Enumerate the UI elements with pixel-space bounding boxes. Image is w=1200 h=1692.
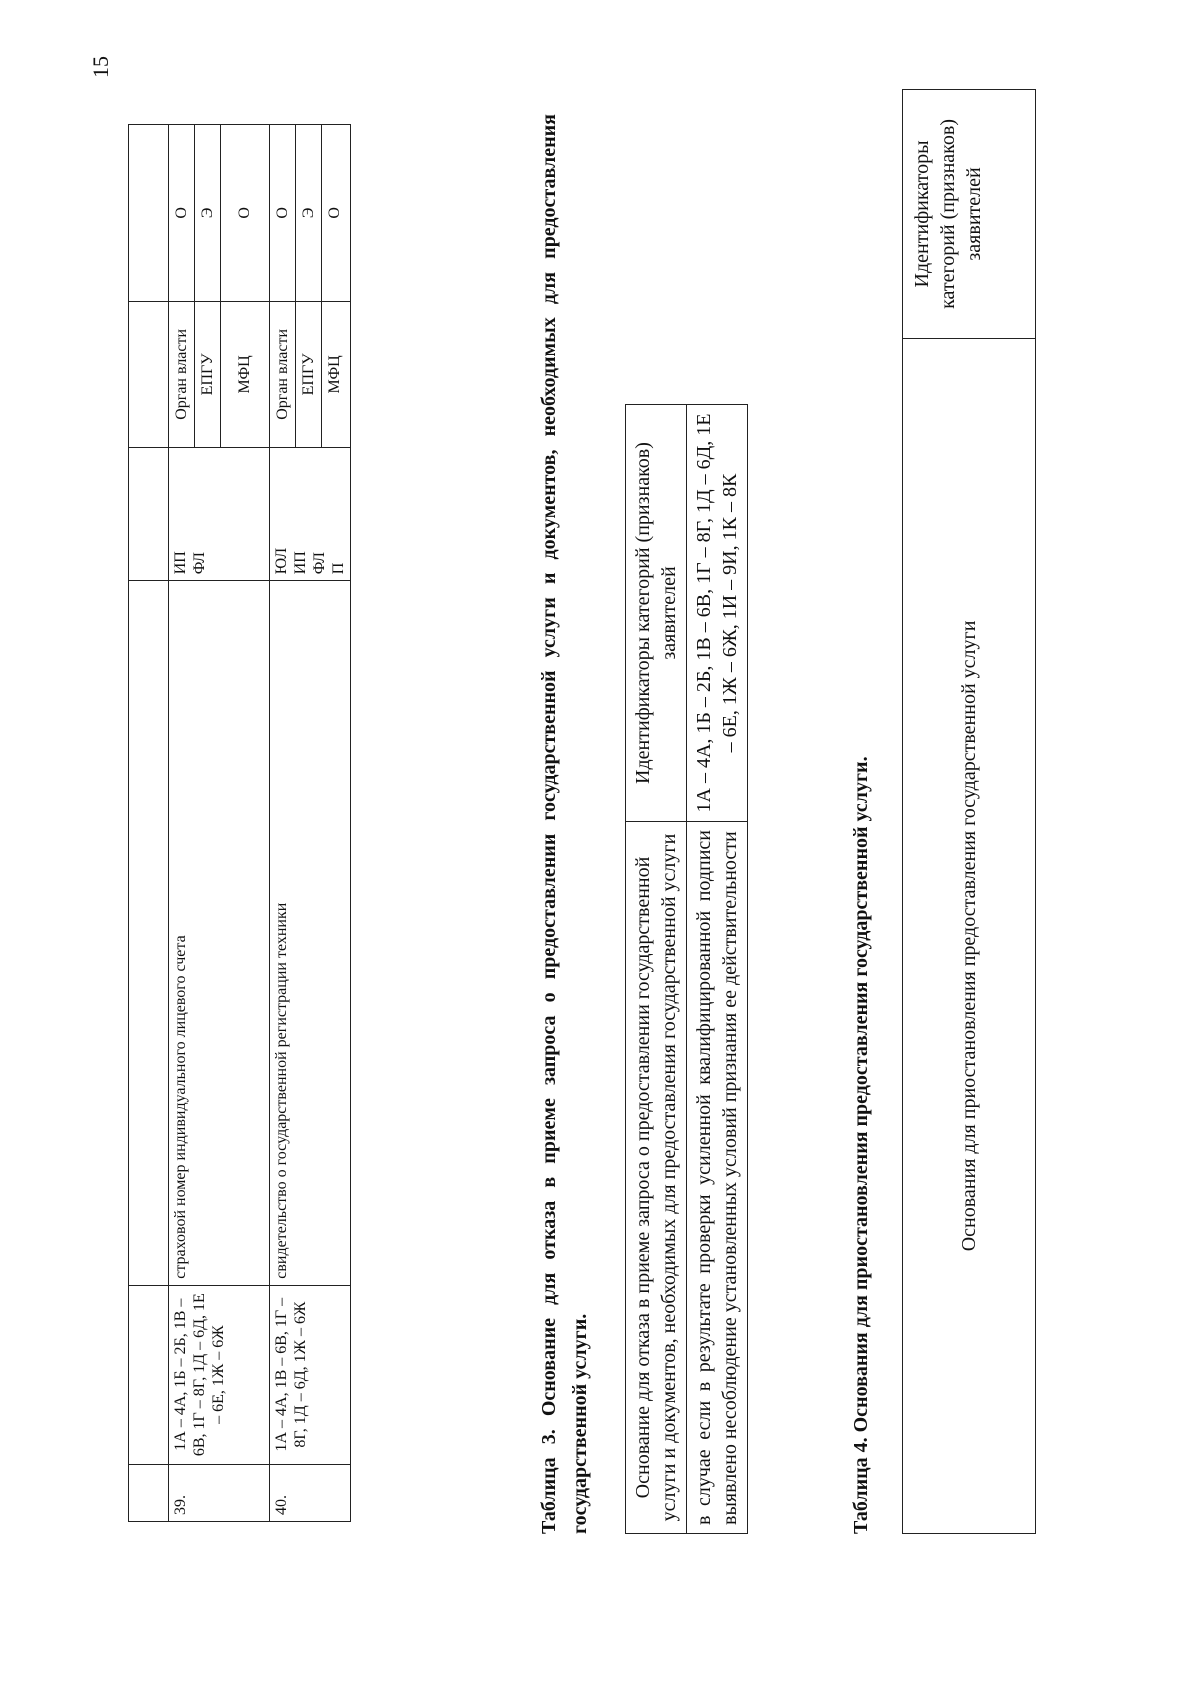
header-basis: Основания для приостановления предоставления государственной услуги	[903, 338, 1036, 1533]
applicant-types: ИП ФЛ	[169, 448, 270, 581]
requirement-code: О	[325, 207, 343, 219]
channel-name: МФЦ	[236, 355, 254, 394]
row-number: 39.	[169, 1464, 270, 1521]
table-row	[169, 125, 270, 1522]
table-header-row	[626, 405, 687, 1534]
document-name: страховой номер индивидуального лицевого счета	[169, 581, 270, 1285]
channel-name: МФЦ	[325, 355, 343, 394]
requirement-list	[270, 125, 348, 301]
channel-list	[169, 302, 269, 447]
table-2-fragment	[128, 124, 351, 1522]
category-ids: 1А – 4А, 1В – 6В, 1Г – 8Г, 1Д – 6Д, 1Ж – 6Ж	[269, 1285, 351, 1464]
requirement-code: О	[270, 125, 296, 301]
channel-name: ЕПГУ	[195, 302, 221, 447]
requirement-code: О	[169, 125, 195, 301]
header-basis: Основание для отказа в приеме запроса о предоставлении государственной услуги и документов, необходимых для предоставления государственной услуги	[626, 822, 687, 1534]
channel-name: Орган власти	[169, 302, 195, 447]
category-ids: 1А – 4А, 1Б – 2Б, 1В – 6В, 1Г – 8Г, 1Д – 6Д, 1Е – 6Е, 1Ж – 6Ж, 1И – 9И, 1К – 8К	[687, 405, 748, 822]
table-4-title: Таблица 4. Основания для приостановления предоставления государственной услуги.	[850, 756, 872, 1534]
applicant-types: ЮЛ ИП ФЛ П	[269, 448, 351, 581]
requirement-list	[169, 125, 269, 301]
refusal-basis: в случае если в результате проверки усиленной квалифицированной подписи выявлено несоблюдение установленных условий признания ее действительности	[687, 822, 748, 1534]
table-row	[269, 125, 351, 1522]
requirement-code: Э	[195, 125, 221, 301]
channel-name: Орган власти	[270, 302, 296, 447]
category-ids: 1А – 4А, 1Б – 2Б, 1В – 6В, 1Г – 8Г, 1Д – 6Д, 1Е – 6Е, 1Ж – 6Ж	[169, 1285, 270, 1464]
row-number: 40.	[269, 1464, 351, 1521]
table-4	[902, 89, 1036, 1534]
table-row	[687, 405, 748, 1534]
table-row	[129, 125, 169, 1522]
table-3	[625, 404, 748, 1534]
channel-name: ЕПГУ	[295, 302, 321, 447]
channel-list	[270, 302, 348, 447]
requirement-code: О	[236, 207, 254, 219]
table-3-title: Таблица 3. Основание для отказа в приеме запроса о предоставлении государственной услуги и документов, необходимых для предоставления государственной услуги.	[538, 114, 591, 1534]
page-number: 15	[88, 56, 113, 78]
header-ids: Идентификаторы категорий (признаков) заявителей	[903, 90, 1036, 339]
document-name: свидетельство о государственной регистрации техники	[269, 581, 351, 1285]
table-header-row	[903, 90, 1036, 1534]
requirement-code: Э	[295, 125, 321, 301]
header-ids: Идентификаторы категорий (признаков) заявителей	[626, 405, 687, 822]
